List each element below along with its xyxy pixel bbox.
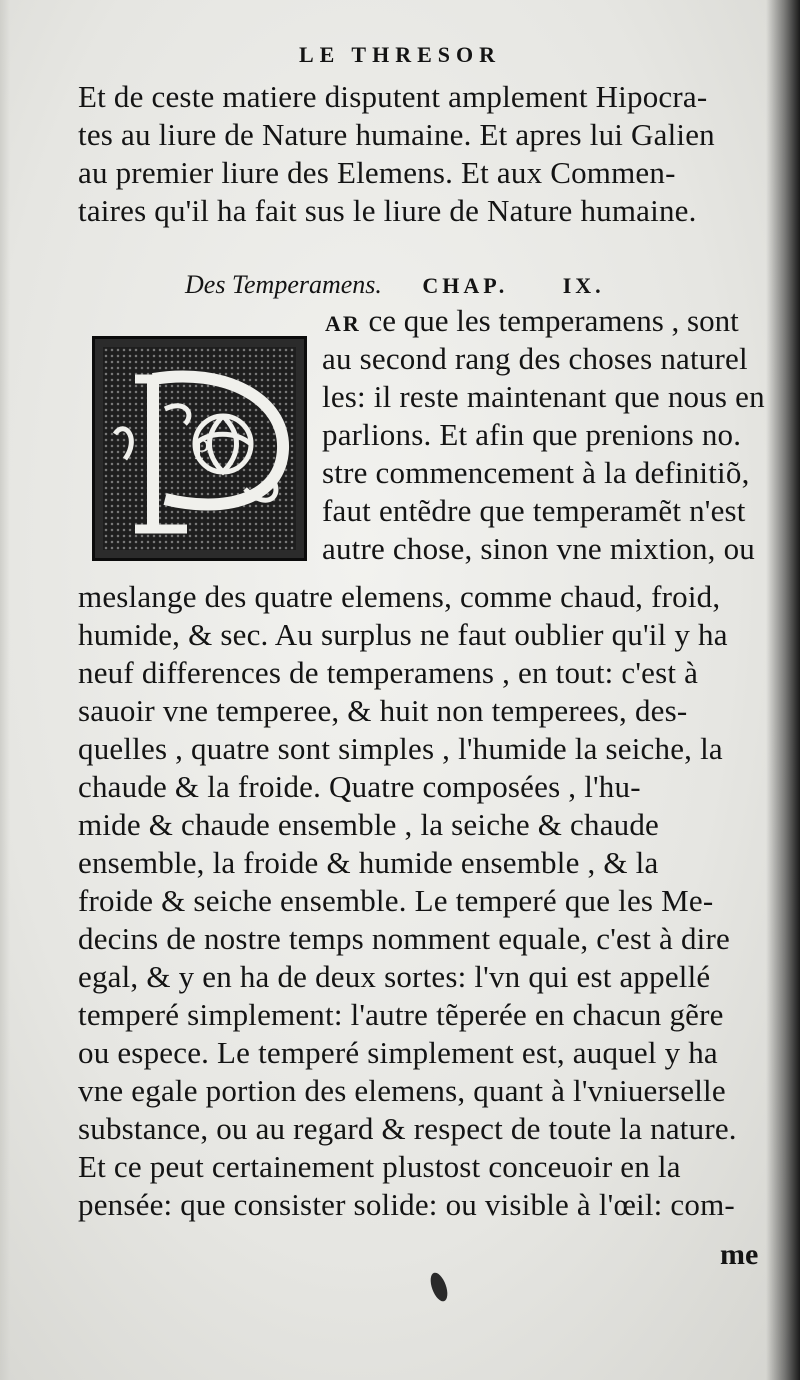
initial-letter-glyph: P [194, 435, 210, 466]
text-line: vne egale portion des elemens, quant à l'vniuerselle [78, 1073, 726, 1108]
text-line: autre chose, sinon vne mixtion, ou [322, 531, 755, 566]
text-line: meslange des quatre elemens, comme chaud, froid, [78, 579, 721, 614]
text-line: froide & seiche ensemble. Le temperé que les Me- [78, 883, 714, 918]
catchword: me [720, 1238, 759, 1271]
text-line: quelles , quatre sont simples , l'humide la seiche, la [78, 731, 723, 766]
text-line: neuf differences de temperamens , en tout: c'est à [78, 655, 699, 690]
text-line: decins de nostre temps nomment equale, c'est à dire [78, 921, 730, 956]
initial-letter-art [95, 339, 310, 564]
ink-blot [427, 1271, 450, 1304]
running-head: LE THRESOR [298, 42, 502, 67]
chapter-number: IX. [562, 273, 605, 298]
chapter-title: Des Temperamens. [185, 270, 382, 299]
text-line: au premier liure des Elemens. Et aux Commen- [78, 155, 676, 190]
text-line: substance, ou au regard & respect de toute la nature. [78, 1111, 737, 1146]
text-line: tes au liure de Nature humaine. Et apres lui Galien [78, 117, 715, 152]
text-line: parlions. Et afin que prenions no. [322, 417, 742, 452]
text-line: temperé simplement: l'autre tẽperée en chacun gẽre [78, 997, 724, 1032]
chapter-label: CHAP. [422, 273, 509, 298]
text-line: sauoir vne temperee, & huit non temperees, des- [78, 693, 688, 728]
text-line: chaude & la froide. Quatre composées , l'hu- [78, 769, 641, 804]
lead-in-text: ce que les temperamens , sont [360, 303, 739, 338]
page-right-edge-shadow [766, 0, 800, 1380]
text-line: stre commencement à la definitiõ, [322, 455, 750, 490]
text-line: pensée: que consister solide: ou visible à l'œil: com- [78, 1187, 735, 1222]
lead-in-capitals: AR [325, 311, 361, 336]
text-line: ensemble, la froide & humide ensemble , & la [78, 845, 659, 880]
text-line: egal, & y en ha de deux sortes: l'vn qui est appellé [78, 959, 711, 994]
chapter-heading [185, 270, 705, 300]
text-line: humide, & sec. Au surplus ne faut oublier qu'il y ha [78, 617, 728, 652]
text-line: Et de ceste matiere disputent amplement Hipocra- [78, 79, 708, 114]
decorated-initial [92, 336, 307, 561]
text-line: Et ce peut certainement plustost conceuoir en la [78, 1149, 681, 1184]
text-line: mide & chaude ensemble , la seiche & chaude [78, 807, 660, 842]
text-line: les: il reste maintenant que nous en [322, 379, 765, 414]
text-line: au second rang des choses naturel [322, 341, 748, 376]
page-left-edge-shadow [0, 0, 10, 1380]
text-line: faut entẽdre que temperamẽt n'est [322, 493, 746, 528]
text-line: ou espece. Le temperé simplement est, auquel y ha [78, 1035, 718, 1070]
text-line: taires qu'il ha fait sus le liure de Nature humaine. [78, 193, 697, 228]
chapter-lead-in [325, 302, 739, 343]
